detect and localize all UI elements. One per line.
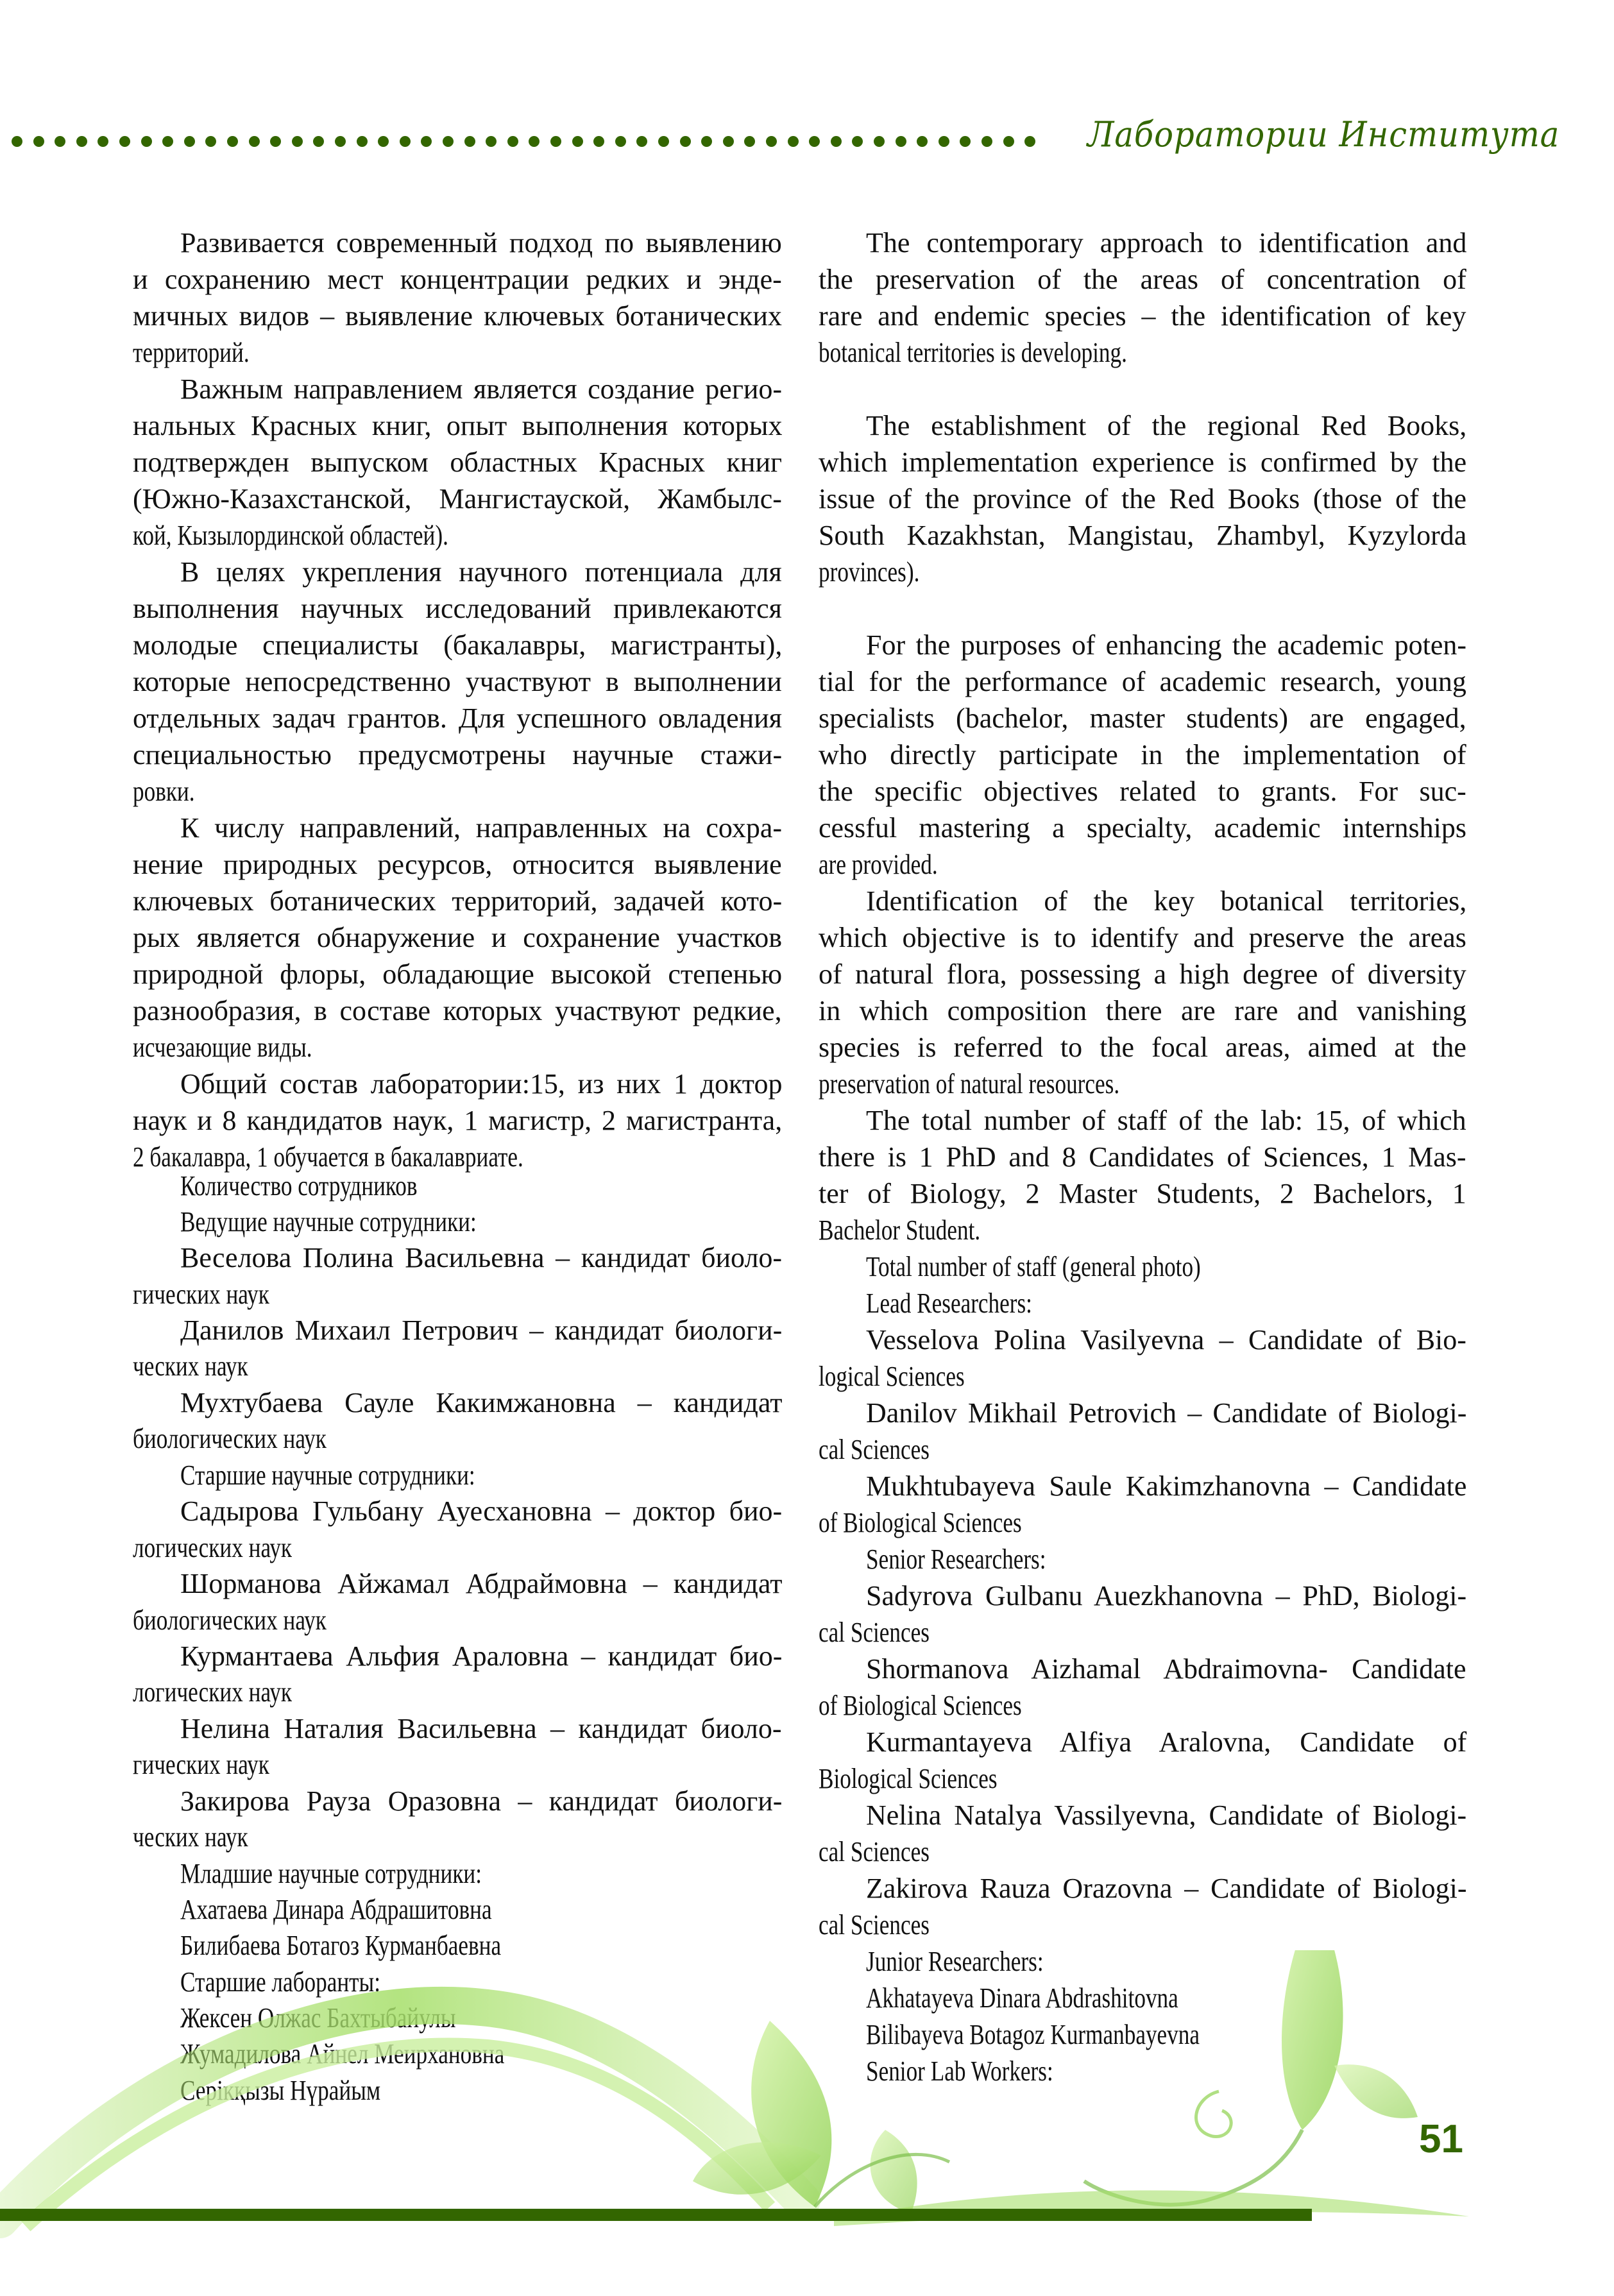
text-line bbox=[133, 1638, 782, 1675]
header-dot bbox=[529, 136, 539, 147]
text-line bbox=[819, 1651, 1466, 1688]
text-line bbox=[819, 1833, 1466, 1871]
header-dot bbox=[788, 136, 799, 147]
text-line bbox=[133, 1239, 782, 1277]
text-line-content: исчезающие виды. bbox=[133, 1032, 312, 1063]
text-line-content: которые непосредственно участвуют в выполнении bbox=[133, 666, 782, 697]
header-dot bbox=[723, 136, 734, 147]
text-line bbox=[133, 883, 782, 920]
header-dot bbox=[227, 136, 238, 147]
text-line bbox=[819, 736, 1466, 774]
header-dot bbox=[874, 136, 885, 147]
text-line-content: природной флоры, обладающие высокой степенью bbox=[133, 958, 783, 990]
text-line bbox=[819, 773, 1466, 810]
text-line-content: issue of the province of the Red Books (those of the bbox=[819, 483, 1467, 514]
header-dot bbox=[766, 136, 777, 147]
text-line-content: provinces). bbox=[819, 556, 920, 588]
header-dot bbox=[852, 136, 863, 147]
text-line bbox=[133, 1203, 782, 1241]
text-line-content: botanical territories is developing. bbox=[819, 337, 1127, 368]
header-dot bbox=[680, 136, 691, 147]
header-dot bbox=[831, 136, 842, 147]
header-dot bbox=[550, 136, 561, 147]
text-line bbox=[819, 1541, 1466, 1578]
text-line-content: South Kazakhstan, Mangistau, Zhambyl, Kyzylorda bbox=[819, 520, 1467, 551]
text-line-content: (Южно-Казахстанской, Мангистауской, Жамбылс- bbox=[133, 483, 782, 514]
header-dot bbox=[464, 136, 475, 147]
text-line bbox=[133, 1783, 782, 1820]
header-dot bbox=[162, 136, 173, 147]
header-dot bbox=[572, 136, 583, 147]
header-dot bbox=[701, 136, 712, 147]
text-line-content: Biological Sciences bbox=[819, 1763, 998, 1794]
text-line-content: there is 1 PhD and 8 Candidates of Sciences, 1 Mas- bbox=[819, 1141, 1466, 1173]
text-line-content: cal Sciences bbox=[819, 1836, 930, 1867]
text-line-content: Развивается современный подход по выявлению bbox=[180, 227, 782, 259]
text-line-content: Закирова Рауза Оразовна – кандидат биологи- bbox=[180, 1785, 783, 1817]
text-line bbox=[819, 1066, 1466, 1103]
text-line bbox=[819, 334, 1466, 371]
header-dot bbox=[960, 136, 971, 147]
text-line bbox=[819, 700, 1466, 737]
text-line bbox=[133, 1348, 782, 1385]
text-line bbox=[819, 1724, 1466, 1761]
text-line-content: ческих наук bbox=[133, 1350, 248, 1382]
text-line-content: The contemporary approach to identification and bbox=[866, 227, 1467, 259]
text-line-content: Akhatayeva Dinara Abdrashitovna bbox=[866, 1982, 1178, 2014]
text-line bbox=[819, 1577, 1466, 1615]
text-line bbox=[819, 883, 1466, 920]
header-dot bbox=[98, 136, 108, 147]
text-line-content: Старшие научные сотрудники: bbox=[180, 1459, 475, 1491]
text-line bbox=[133, 700, 782, 737]
header-dot bbox=[636, 136, 647, 147]
text-line bbox=[133, 1855, 782, 1892]
text-line-content: Danilov Mikhail Petrovich – Candidate of Biologi- bbox=[866, 1397, 1467, 1429]
text-line bbox=[133, 1710, 782, 1748]
text-line-content: Senior Lab Workers: bbox=[866, 2055, 1053, 2087]
text-line bbox=[819, 627, 1466, 664]
header-dot bbox=[981, 136, 992, 147]
text-line-content: подтвержден выпуском областных Красных книг bbox=[133, 446, 783, 478]
text-line bbox=[819, 480, 1466, 518]
text-line bbox=[819, 1139, 1466, 1176]
text-line-content: территорий. bbox=[133, 337, 250, 368]
text-line bbox=[819, 517, 1466, 554]
header-dot bbox=[421, 136, 432, 147]
text-line bbox=[133, 480, 782, 518]
text-line bbox=[133, 225, 782, 262]
text-line-content: и сохранению мест концентрации редких и энде- bbox=[133, 264, 782, 295]
text-line bbox=[133, 919, 782, 957]
text-line bbox=[133, 663, 782, 701]
header-dot bbox=[593, 136, 604, 147]
text-line bbox=[819, 1248, 1466, 1286]
header-dot bbox=[443, 136, 454, 147]
text-line bbox=[133, 627, 782, 664]
header-dot bbox=[486, 136, 497, 147]
header-dot bbox=[378, 136, 389, 147]
text-line bbox=[133, 517, 782, 554]
text-line-content: The total number of staff of the lab: 15, of which bbox=[866, 1105, 1466, 1136]
text-line bbox=[133, 1674, 782, 1711]
header-dot bbox=[76, 136, 87, 147]
text-line-content: the preservation of the areas of concentration of bbox=[819, 264, 1466, 295]
text-line-content: разнообразия, в составе которых участвуют редкие, bbox=[133, 995, 782, 1026]
text-line-content: Важным направлением является создание регио- bbox=[180, 373, 783, 405]
header-dot bbox=[33, 136, 44, 147]
text-line bbox=[133, 1746, 782, 1783]
text-line bbox=[133, 1384, 782, 1422]
text-line bbox=[133, 1420, 782, 1458]
header-dot bbox=[1003, 136, 1014, 147]
text-line-content: нальных Красных книг, опыт выполнения которых bbox=[133, 410, 783, 441]
header-dot bbox=[1024, 136, 1035, 147]
text-line-content: 2 бакалавра, 1 обучается в бакалавриате. bbox=[133, 1141, 523, 1173]
text-line-content: Nelina Natalya Vassilyevna, Candidate of Biologi- bbox=[866, 1799, 1467, 1831]
text-line-content: гических наук bbox=[133, 1749, 269, 1780]
text-line-content: Mukhtubayeva Saule Kakimzhanovna – Candidate bbox=[866, 1470, 1467, 1502]
text-line-content: Мухтубаева Сауле Какимжановна – кандидат bbox=[180, 1387, 783, 1418]
text-line bbox=[133, 1493, 782, 1530]
text-line bbox=[819, 298, 1466, 335]
text-line-content: выполнения научных исследований привлекаются bbox=[133, 593, 782, 624]
text-line bbox=[133, 1457, 782, 1494]
header-dot bbox=[744, 136, 755, 147]
header-dot bbox=[939, 136, 949, 147]
text-line-content: of Biological Sciences bbox=[819, 1690, 1022, 1721]
text-line bbox=[819, 407, 1466, 445]
text-line-content: Zakirova Rauza Orazovna – Candidate of Biologi- bbox=[866, 1873, 1467, 1904]
text-line bbox=[133, 1276, 782, 1313]
header-dot bbox=[357, 136, 368, 147]
text-line-content: логических наук bbox=[133, 1532, 292, 1563]
text-line bbox=[133, 298, 782, 335]
text-line bbox=[819, 1870, 1466, 1907]
text-line bbox=[133, 1168, 782, 1205]
text-line bbox=[819, 1395, 1466, 1432]
text-line bbox=[819, 1504, 1466, 1542]
text-line-content: нение природных ресурсов, относится выявление bbox=[133, 849, 782, 880]
header-dot bbox=[292, 136, 303, 147]
text-line-content: Identification of the key botanical territories, bbox=[866, 885, 1467, 917]
text-line-content: are provided. bbox=[819, 849, 938, 880]
header-dot bbox=[896, 136, 906, 147]
text-line-content: Vesselova Polina Vasilyevna – Candidate of Bio- bbox=[866, 1324, 1466, 1356]
header-dot bbox=[119, 136, 130, 147]
text-line-content: cal Sciences bbox=[819, 1434, 930, 1465]
text-line-content: Общий состав лаборатории:15, из них 1 доктор bbox=[180, 1068, 783, 1100]
text-line-content: tial for the performance of academic research, young bbox=[819, 666, 1466, 697]
text-line-content: specialists (bachelor, master students) are engaged, bbox=[819, 702, 1466, 734]
text-line bbox=[819, 1322, 1466, 1359]
text-line bbox=[819, 444, 1466, 481]
text-line bbox=[819, 956, 1466, 993]
header-dot bbox=[270, 136, 281, 147]
text-line bbox=[133, 407, 782, 445]
text-line bbox=[133, 736, 782, 774]
text-line bbox=[133, 956, 782, 993]
text-line bbox=[133, 1565, 782, 1603]
header-dot bbox=[12, 136, 22, 147]
text-line-content: Данилов Михаил Петрович – кандидат биологи- bbox=[180, 1314, 783, 1346]
text-line bbox=[819, 1358, 1466, 1395]
text-line-content: Старшие лаборанты: bbox=[180, 1966, 380, 1998]
text-line bbox=[819, 1687, 1466, 1724]
text-line-content: мичных видов – выявление ключевых ботанических bbox=[133, 300, 782, 332]
text-line-content: cal Sciences bbox=[819, 1617, 930, 1648]
text-line bbox=[819, 1614, 1466, 1651]
text-line-content: отдельных задач грантов. Для успешного овладения bbox=[133, 702, 782, 734]
text-line-content: ровки. bbox=[133, 776, 195, 807]
text-line-content: preservation of natural resources. bbox=[819, 1068, 1120, 1100]
text-line bbox=[819, 919, 1466, 957]
text-line bbox=[819, 225, 1466, 262]
text-line-content: Shormanova Aizhamal Abdraimovna- Candidate bbox=[866, 1653, 1466, 1685]
text-line bbox=[133, 554, 782, 591]
text-line-content: Веселова Полина Васильевна – кандидат биоло- bbox=[180, 1242, 783, 1273]
text-line bbox=[133, 1529, 782, 1567]
text-line-content: Младшие научные сотрудники: bbox=[180, 1858, 482, 1889]
text-line-content: which objective is to identify and preserve the areas bbox=[819, 922, 1466, 953]
header-dot bbox=[55, 136, 65, 147]
text-line-content: Lead Researchers: bbox=[866, 1288, 1032, 1319]
text-line-content: Junior Researchers: bbox=[866, 1946, 1044, 1977]
text-line bbox=[133, 1819, 782, 1856]
text-line-content: in which composition there are rare and vanishing bbox=[819, 995, 1466, 1026]
text-line-content: Серікқызы Нүрайым bbox=[180, 2075, 381, 2106]
text-line-content: Курмантаева Альфия Араловна – кандидат био- bbox=[180, 1640, 783, 1672]
text-line bbox=[819, 1468, 1466, 1505]
text-line-content: К числу направлений, направленных на сохра- bbox=[180, 812, 783, 844]
text-line-content: Нелина Наталия Васильевна – кандидат биоло- bbox=[180, 1713, 782, 1744]
text-line-content: cessful mastering a specialty, academic internships bbox=[819, 812, 1466, 844]
text-line bbox=[133, 773, 782, 810]
text-line-content: Total number of staff (general photo) bbox=[866, 1251, 1201, 1282]
text-line bbox=[819, 1102, 1466, 1139]
text-line-content: ключевых ботанических территорий, задачей кото- bbox=[133, 885, 783, 917]
text-line-content: логических наук bbox=[133, 1676, 292, 1708]
text-line-content: Билибаева Ботагоз Курманбаевна bbox=[180, 1930, 502, 1961]
text-line-content: cal Sciences bbox=[819, 1909, 930, 1941]
text-line bbox=[133, 1891, 782, 1928]
header-dot bbox=[809, 136, 820, 147]
text-line bbox=[133, 590, 782, 627]
text-line-content: Жумадилова Айнел Меирхановна bbox=[180, 2038, 505, 2070]
text-line-content: Жексен Олжас Бахтыбайулы bbox=[180, 2002, 456, 2034]
text-line-content: рых является обнаружение и сохранение участков bbox=[133, 922, 783, 953]
text-line bbox=[819, 1285, 1466, 1322]
text-line-content: Ведущие научные сотрудники: bbox=[180, 1206, 477, 1237]
text-line bbox=[819, 1797, 1466, 1834]
header-dot bbox=[507, 136, 518, 147]
text-line-content: Количество сотрудников bbox=[180, 1170, 418, 1202]
header-dot bbox=[400, 136, 411, 147]
text-line bbox=[819, 554, 1466, 591]
text-line bbox=[133, 1029, 782, 1066]
text-line bbox=[133, 1312, 782, 1349]
text-line bbox=[133, 1602, 782, 1639]
text-line-content: of Biological Sciences bbox=[819, 1507, 1022, 1538]
text-line-content: ческих наук bbox=[133, 1821, 248, 1853]
text-line bbox=[819, 810, 1466, 847]
text-line-content: ter of Biology, 2 Master Students, 2 Bachelors, 1 bbox=[819, 1178, 1466, 1209]
text-line bbox=[133, 334, 782, 371]
text-line-content: Садырова Гульбану Ауесхановна – доктор био- bbox=[180, 1495, 783, 1527]
text-line-content: rare and endemic species – the identification of key bbox=[819, 300, 1466, 332]
text-line-content: species is referred to the focal areas, aimed at the bbox=[819, 1032, 1466, 1063]
text-line-content: Senior Researchers: bbox=[866, 1543, 1046, 1575]
text-line-content: В целях укрепления научного потенциала для bbox=[180, 556, 782, 588]
text-line-content: who directly participate in the implementation of bbox=[819, 739, 1466, 770]
header-dot bbox=[335, 136, 346, 147]
text-line bbox=[819, 261, 1466, 298]
text-line bbox=[133, 444, 782, 481]
text-line bbox=[133, 371, 782, 408]
text-line bbox=[819, 1907, 1466, 1944]
text-line-content: Bilibayeva Botagoz Kurmanbayevna bbox=[866, 2019, 1200, 2050]
text-line-content: биологических наук bbox=[133, 1423, 327, 1454]
text-line bbox=[819, 663, 1466, 701]
text-line bbox=[133, 1066, 782, 1103]
text-line-content: гических наук bbox=[133, 1279, 269, 1310]
text-line bbox=[819, 1175, 1466, 1212]
text-line-content: the specific objectives related to grants. For suc- bbox=[819, 776, 1466, 807]
text-line bbox=[133, 261, 782, 298]
text-line-content: кой, Кызылординской областей). bbox=[133, 520, 448, 551]
header-dot bbox=[615, 136, 626, 147]
leaf-vine-decoration-icon bbox=[0, 1950, 1614, 2245]
text-line-content: Kurmantayeva Alfiya Aralovna, Candidate of bbox=[866, 1726, 1467, 1758]
text-line-content: logical Sciences bbox=[819, 1361, 965, 1392]
header-dot bbox=[249, 136, 260, 147]
header-dot bbox=[658, 136, 669, 147]
text-line bbox=[819, 992, 1466, 1030]
text-line-content: which implementation experience is confirmed by the bbox=[819, 446, 1467, 478]
text-line-content: Sadyrova Gulbanu Auezkhanovna – PhD, Biologi- bbox=[866, 1580, 1467, 1611]
text-line bbox=[819, 846, 1466, 883]
header-dot-rule bbox=[12, 136, 1038, 148]
footer-green-bar bbox=[0, 2209, 1312, 2221]
text-line bbox=[133, 810, 782, 847]
text-line bbox=[133, 1102, 782, 1139]
page-number: 51 bbox=[1419, 2117, 1463, 2161]
text-line bbox=[133, 992, 782, 1030]
text-line-content: биологических наук bbox=[133, 1604, 327, 1636]
text-line-content: наук и 8 кандидатов наук, 1 магистр, 2 магистранта, bbox=[133, 1105, 783, 1136]
header-dot bbox=[141, 136, 152, 147]
text-line-content: Шорманова Айжамал Абдраймовна – кандидат bbox=[180, 1568, 783, 1599]
header-dot bbox=[917, 136, 928, 147]
text-line-content: Bachelor Student. bbox=[819, 1214, 981, 1246]
text-line bbox=[819, 1431, 1466, 1468]
header-dot bbox=[205, 136, 216, 147]
text-line bbox=[133, 846, 782, 883]
text-line-content: Ахатаева Динара Абдрашитовна bbox=[180, 1894, 492, 1925]
text-line-content: of natural flora, possessing a high degree of diversity bbox=[819, 958, 1466, 990]
header-dot bbox=[184, 136, 195, 147]
running-title: Лаборатории Института bbox=[1087, 114, 1560, 155]
header-dot bbox=[313, 136, 324, 147]
text-line bbox=[819, 1212, 1466, 1249]
text-line-content: молодые специалисты (бакалавры, магистранты), bbox=[133, 629, 783, 661]
text-line-content: специальностью предусмотрены научные стажи- bbox=[133, 739, 783, 770]
text-line bbox=[819, 1029, 1466, 1066]
text-line-content: For the purposes of enhancing the academic poten- bbox=[866, 629, 1467, 661]
text-line bbox=[819, 1760, 1466, 1798]
text-line-content: The establishment of the regional Red Books, bbox=[866, 410, 1467, 441]
